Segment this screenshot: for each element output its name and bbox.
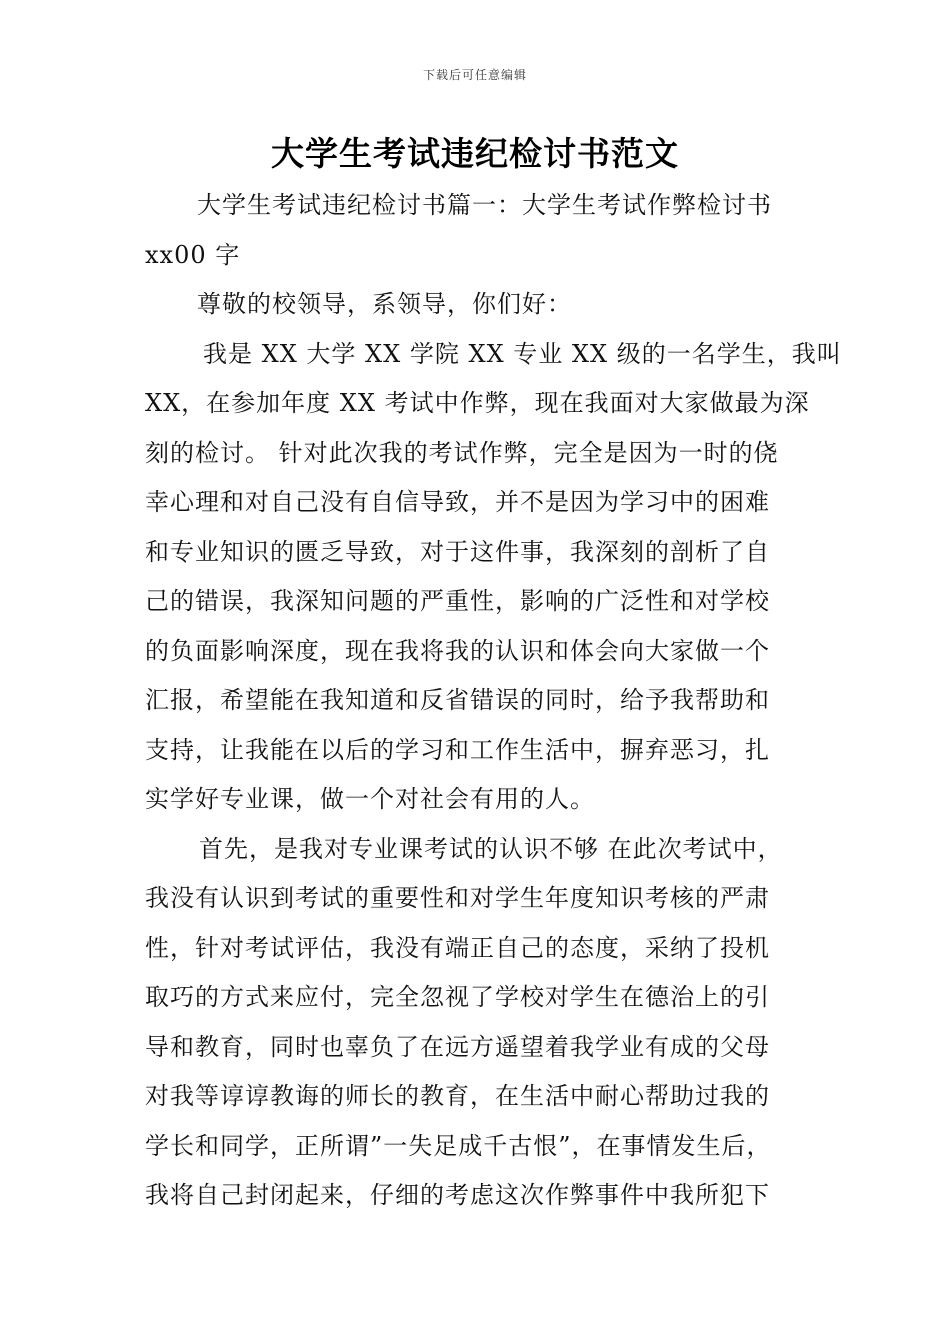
document-title: 大学生考试违纪检讨书范文 [271,134,679,173]
paragraph-line: XX，在参加年度 XX 考试中作弊，现在我面对大家做最为深 [145,389,810,417]
header-note: 下载后可任意编辑 [422,68,527,82]
subtitle-line-continued: xx00 字 [145,240,241,269]
paragraph-line: 刻的检讨。 针对此次我的考试作弊，完全是因为一时的侥 [145,438,779,467]
paragraph-line: 支持，让我能在以后的学习和工作生活中，摒弃恶习，扎 [145,735,770,764]
paragraph-line: 我没有认识到考试的重要性和对学生年度知识考核的严肃 [145,884,770,912]
paragraph-line: 取巧的方式来应付，完全忽视了学校对学生在德治上的引 [145,983,770,1011]
paragraph-line: 我将自己封闭起来，仔细的考虑这次作弊事件中我所犯下 [145,1181,770,1209]
paragraph-line: 己的错误，我深知问题的严重性，影响的广泛性和对学校 [145,587,770,615]
paragraph-line: 对我等谆谆教诲的师长的教育，在生活中耐心帮助过我的 [145,1082,770,1110]
paragraph-line: 首先，是我对专业课考试的认识不够 在此次考试中， [199,834,783,863]
subtitle-line: 大学生考试违纪检讨书篇一：大学生考试作弊检讨书 [197,191,772,219]
paragraph-line: 性，针对考试评估，我没有端正自己的态度，采纳了投机 [145,933,770,962]
paragraph-line: 和专业知识的匮乏导致，对于这件事，我深刻的剖析了自 [145,537,770,566]
paragraph-line: 学长和同学，正所谓”一失足成千古恨”，在事情发生后， [145,1131,772,1160]
document-body [145,181,842,1221]
paragraph-line: 导和教育，同时也辜负了在远方遥望着我学业有成的父母 [145,1032,770,1061]
paragraph-line: 的负面影响深度，现在我将我的认识和体会向大家做一个 [145,636,770,665]
salutation: 尊敬的校领导，系领导，你们好： [197,290,572,318]
paragraph-line: 我是 XX 大学 XX 学院 XX 专业 XX 级的一名学生，我叫 [203,339,842,368]
paragraph-line: 实学好专业课，做一个对社会有用的人。 [145,785,595,813]
paragraph-line: 汇报，希望能在我知道和反省错误的同时，给予我帮助和 [145,686,770,714]
paragraph-line: 幸心理和对自己没有自信导致，并不是因为学习中的困难 [145,488,770,516]
